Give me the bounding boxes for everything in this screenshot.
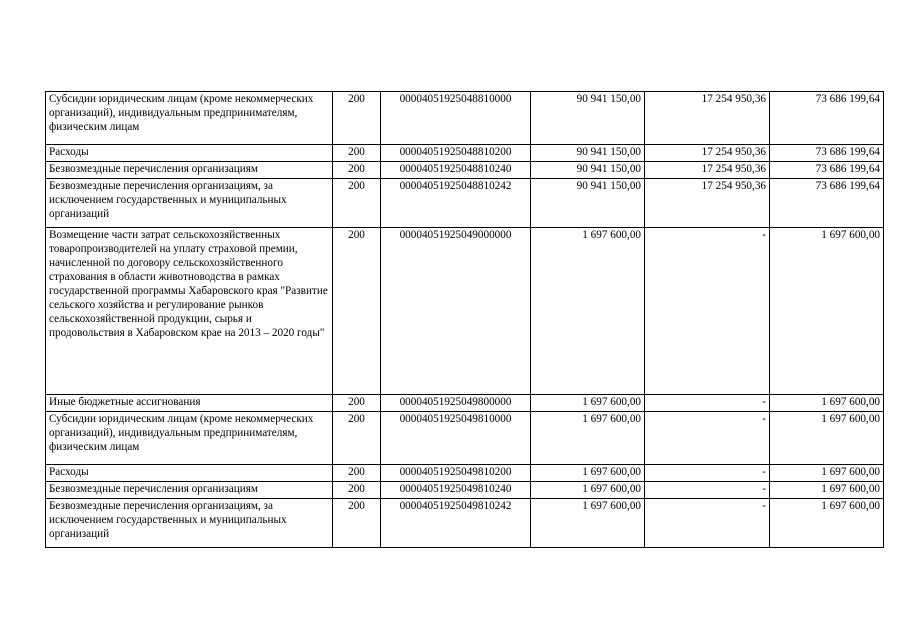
row-executed-cell: - [645, 395, 770, 412]
row-approved-cell: 90 941 150,00 [531, 92, 645, 145]
row-code-cell: 200 [333, 499, 381, 548]
row-approved-cell: 1 697 600,00 [531, 395, 645, 412]
row-remaining-cell: 1 697 600,00 [770, 465, 884, 482]
row-csr-cell: 00004051925049810200 [381, 465, 531, 482]
row-csr-cell: 00004051925048810242 [381, 179, 531, 228]
row-code-cell: 200 [333, 395, 381, 412]
table-row [46, 179, 884, 228]
row-approved-cell: 1 697 600,00 [531, 412, 645, 465]
row-csr-cell: 00004051925048810240 [381, 162, 531, 179]
budget-table [45, 91, 884, 548]
row-name-cell: Иные бюджетные ассигнования [46, 395, 333, 412]
row-remaining-cell: 73 686 199,64 [770, 179, 884, 228]
row-approved-cell: 1 697 600,00 [531, 465, 645, 482]
row-code-cell: 200 [333, 162, 381, 179]
row-remaining-cell: 73 686 199,64 [770, 162, 884, 179]
row-approved-cell: 90 941 150,00 [531, 179, 645, 228]
table-row [46, 395, 884, 412]
row-approved-cell: 1 697 600,00 [531, 499, 645, 548]
table-row [46, 499, 884, 548]
table-row [46, 92, 884, 145]
row-remaining-cell: 1 697 600,00 [770, 482, 884, 499]
row-approved-cell: 1 697 600,00 [531, 228, 645, 395]
row-code-cell: 200 [333, 92, 381, 145]
row-code-cell: 200 [333, 482, 381, 499]
row-remaining-cell: 73 686 199,64 [770, 145, 884, 162]
row-remaining-cell: 73 686 199,64 [770, 92, 884, 145]
row-csr-cell: 00004051925049810242 [381, 499, 531, 548]
row-name-cell: Субсидии юридическим лицам (кроме некоммерческих организаций), индивидуальным предпринимателям, физическим лицам [46, 92, 333, 145]
row-remaining-cell: 1 697 600,00 [770, 228, 884, 395]
table-row [46, 145, 884, 162]
row-code-cell: 200 [333, 179, 381, 228]
row-executed-cell: - [645, 412, 770, 465]
table-row [46, 162, 884, 179]
row-approved-cell: 90 941 150,00 [531, 145, 645, 162]
budget-table-body [46, 92, 884, 548]
row-executed-cell: 17 254 950,36 [645, 162, 770, 179]
row-executed-cell: 17 254 950,36 [645, 92, 770, 145]
row-executed-cell: - [645, 482, 770, 499]
row-csr-cell: 00004051925049800000 [381, 395, 531, 412]
row-code-cell: 200 [333, 412, 381, 465]
row-name-cell: Возмещение части затрат сельскохозяйственных товаропроизводителей на уплату страховой премии, начисленной по договору сельскохозяйственного страхования в области животноводства в рамках государственной программы Хабаровского края "Развитие сельского хозяйства и регулирование рынков сельскохозяйственной продукции, сырья и продовольствия в Хабаровском крае на 2013 – 2020 годы" [46, 228, 333, 395]
row-remaining-cell: 1 697 600,00 [770, 499, 884, 548]
row-remaining-cell: 1 697 600,00 [770, 412, 884, 465]
row-approved-cell: 90 941 150,00 [531, 162, 645, 179]
row-executed-cell: - [645, 499, 770, 548]
row-name-cell: Расходы [46, 145, 333, 162]
table-row [46, 228, 884, 395]
row-name-cell: Безвозмездные перечисления организациям [46, 162, 333, 179]
row-name-cell: Безвозмездные перечисления организациям [46, 482, 333, 499]
row-approved-cell: 1 697 600,00 [531, 482, 645, 499]
row-csr-cell: 00004051925049000000 [381, 228, 531, 395]
row-csr-cell: 00004051925049810240 [381, 482, 531, 499]
table-row [46, 482, 884, 499]
row-executed-cell: - [645, 228, 770, 395]
table-row [46, 465, 884, 482]
row-executed-cell: - [645, 465, 770, 482]
row-code-cell: 200 [333, 145, 381, 162]
table-row [46, 412, 884, 465]
row-csr-cell: 00004051925048810200 [381, 145, 531, 162]
row-executed-cell: 17 254 950,36 [645, 145, 770, 162]
row-name-cell: Субсидии юридическим лицам (кроме некоммерческих организаций), индивидуальным предпринимателям, физическим лицам [46, 412, 333, 465]
row-executed-cell: 17 254 950,36 [645, 179, 770, 228]
row-code-cell: 200 [333, 228, 381, 395]
row-code-cell: 200 [333, 465, 381, 482]
row-csr-cell: 00004051925048810000 [381, 92, 531, 145]
row-csr-cell: 00004051925049810000 [381, 412, 531, 465]
row-name-cell: Безвозмездные перечисления организациям, за исключением государственных и муниципальных организаций [46, 179, 333, 228]
row-name-cell: Безвозмездные перечисления организациям, за исключением государственных и муниципальных организаций [46, 499, 333, 548]
row-name-cell: Расходы [46, 465, 333, 482]
row-remaining-cell: 1 697 600,00 [770, 395, 884, 412]
